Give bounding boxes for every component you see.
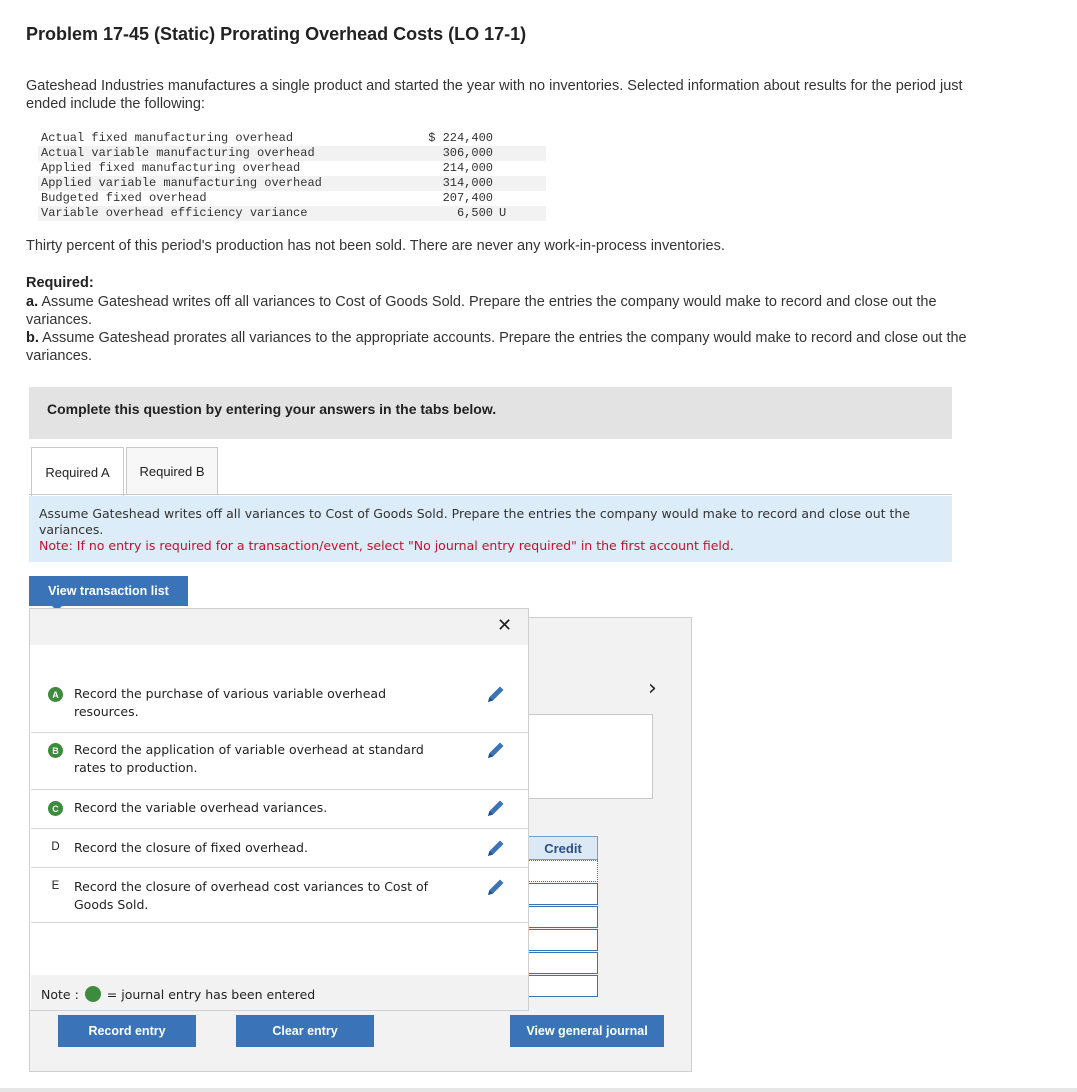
requirement-b <box>26 329 976 365</box>
table-row <box>38 131 546 146</box>
credit-input[interactable] <box>528 952 598 974</box>
transaction-text: Record the purchase of various variable overhead resources. <box>74 686 387 719</box>
row-flag <box>496 176 546 191</box>
tab-required-a[interactable]: Required A <box>31 447 124 496</box>
transaction-list-popup <box>29 608 529 1011</box>
instruction-text: Assume Gateshead writes off all variances to Cost of Goods Sold. Prepare the entries the company would make to record and close out the variances. <box>39 506 911 537</box>
table-row <box>38 161 546 176</box>
table-row <box>38 191 546 206</box>
clear-entry-button[interactable]: Clear entry <box>236 1015 374 1047</box>
instruction-note: Note: If no entry is required for a transaction/event, select "No journal entry required" in the first account field. <box>39 538 734 553</box>
entered-badge: A <box>48 687 63 702</box>
table-row <box>38 146 546 161</box>
row-flag <box>496 146 546 161</box>
requirement-a-prefix: a. <box>26 294 39 310</box>
pencil-icon[interactable] <box>485 739 507 761</box>
question-banner-label: Complete this question by entering your answers in the tabs below. <box>47 401 497 417</box>
row-label: Applied variable manufacturing overhead <box>38 176 386 191</box>
legend-prefix: Note : <box>41 986 79 1002</box>
table-row <box>38 206 546 221</box>
page-bottom-divider <box>0 1088 1077 1092</box>
row-label: Budgeted fixed overhead <box>41 191 207 205</box>
pencil-icon[interactable] <box>485 876 507 898</box>
row-label: Variable overhead efficiency variance <box>38 206 386 221</box>
entered-dot-icon <box>85 986 101 1002</box>
chevron-right-icon[interactable]: › <box>648 676 657 701</box>
entered-badge: B <box>48 743 63 758</box>
requirement-b-prefix: b. <box>26 330 39 346</box>
transaction-item-d[interactable] <box>31 830 528 868</box>
credit-input[interactable] <box>528 906 598 928</box>
requirement-b-text: Assume Gateshead prorates all variances to the appropriate accounts. Prepare the entries the company would make to record and close out the variances. <box>26 330 967 364</box>
credit-column-header: Credit <box>528 836 598 860</box>
record-entry-button[interactable]: Record entry <box>58 1015 196 1047</box>
transaction-letter: E <box>51 880 60 892</box>
popup-header <box>30 609 528 645</box>
entered-badge: C <box>48 801 63 816</box>
requirement-a-text: Assume Gateshead writes off all variances to Cost of Goods Sold. Prepare the entries the company would make to record and close out the variances. <box>26 294 937 328</box>
row-amount: 6,500 <box>386 206 496 221</box>
tab-divider <box>29 494 952 495</box>
transaction-text: Record the variable overhead variances. <box>74 800 328 815</box>
transaction-text: Record the closure of overhead cost variances to Cost of Goods Sold. <box>74 879 429 912</box>
table-row <box>38 176 546 191</box>
row-flag <box>496 131 546 146</box>
row-label: Actual fixed manufacturing overhead <box>41 131 294 145</box>
view-general-journal-button[interactable]: View general journal <box>510 1015 664 1047</box>
tab-required-b[interactable]: Required B <box>126 447 218 495</box>
required-heading: Required: <box>26 275 94 291</box>
problem-intro: Gateshead Industries manufactures a single product and started the year with no inventories. Selected information about results for the period just ended include the following: <box>26 78 963 112</box>
transaction-item-c[interactable] <box>31 791 528 829</box>
credit-input[interactable] <box>528 860 598 882</box>
credit-input[interactable] <box>528 929 598 951</box>
row-amount: 207,400 <box>442 191 493 205</box>
row-amount: $ 224,400 <box>428 131 493 145</box>
requirement-a <box>26 293 976 329</box>
view-transaction-list-button[interactable]: View transaction list <box>29 576 188 606</box>
row-label: Actual variable manufacturing overhead <box>38 146 386 161</box>
transaction-item-a[interactable] <box>31 679 528 733</box>
row-flag: U <box>496 206 546 221</box>
entered-legend <box>41 986 315 1002</box>
data-table <box>38 131 546 221</box>
transaction-item-e[interactable] <box>31 869 528 923</box>
question-banner <box>29 387 952 439</box>
credit-input[interactable] <box>528 883 598 905</box>
row-amount: 214,000 <box>442 161 493 175</box>
transaction-letter: D <box>51 841 60 853</box>
row-label: Applied fixed manufacturing overhead <box>41 161 301 175</box>
page-title: Problem 17-45 (Static) Prorating Overhead Costs (LO 17-1) <box>26 24 527 44</box>
row-amount: 314,000 <box>386 176 496 191</box>
transaction-item-b[interactable] <box>31 734 528 790</box>
transaction-text: Record the application of variable overhead at standard rates to production. <box>74 742 424 775</box>
instruction-box <box>29 496 952 562</box>
credit-input[interactable] <box>528 975 598 997</box>
transaction-text: Record the closure of fixed overhead. <box>74 840 308 855</box>
close-icon[interactable]: ✕ <box>497 615 513 636</box>
row-amount: 306,000 <box>386 146 496 161</box>
row-flag <box>496 161 546 176</box>
pencil-icon[interactable] <box>485 797 507 819</box>
pencil-icon[interactable] <box>485 683 507 705</box>
journal-description-box <box>528 714 653 799</box>
production-note: Thirty percent of this period's production has not been sold. There are never any work-in-process inventories. <box>26 238 725 254</box>
pencil-icon[interactable] <box>485 837 507 859</box>
legend-text: = journal entry has been entered <box>106 986 316 1002</box>
row-flag <box>496 191 546 206</box>
